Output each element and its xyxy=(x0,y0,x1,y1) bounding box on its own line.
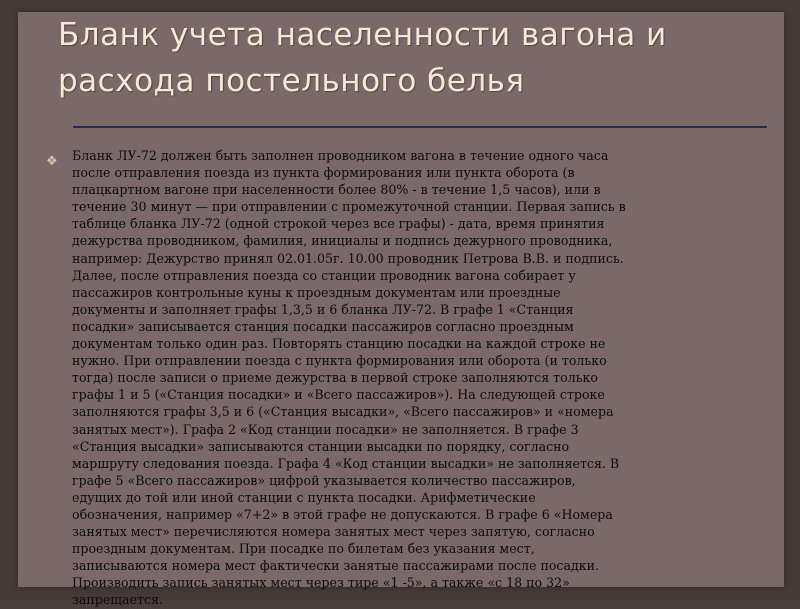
body-text-line: «Станция высадки» записываются станции высадки по порядку, согласно xyxy=(72,438,570,454)
slide-title xyxy=(58,12,778,104)
title-divider xyxy=(73,126,767,128)
body-text-line: документы и заполняет графы 1,3,5 и 6 бланка ЛУ-72. В графе 1 «Станция xyxy=(72,301,574,317)
body-text-line: после отправления поезда из пункта формирования или пункта оборота (в xyxy=(72,165,575,181)
body-text-line: едущих до той или иной станции с пункта посадки. Арифметические xyxy=(72,489,536,505)
slide-title-line-1: Бланк учета населенности вагона и xyxy=(58,17,667,53)
body-text-line: документам только один раз. Повторять станцию посадки на каждой строке не xyxy=(72,336,606,352)
body-text-line: занятых мест» перечисляются номера занятых мест через запятую, согласно xyxy=(72,524,595,540)
body-text-line: обозначения, например «7+2» в этой графе не допускаются. В графе 6 «Номера xyxy=(72,506,613,522)
slide-body-text xyxy=(72,147,772,609)
body-text-line: занятых мест»). Графа 2 «Код станции посадки» не заполняется. В графе 3 xyxy=(72,421,579,437)
body-text-line: течение 30 минут — при отправлении с промежуточной станции. Первая запись в xyxy=(72,199,626,215)
body-text-line: запрещается. xyxy=(72,592,163,608)
body-text-line: Далее, после отправления поезда со станции проводник вагона собирает у xyxy=(72,267,576,283)
body-text-line: например: Дежурство принял 02.01.05г. 10.00 проводник Петрова В.В. и подпись. xyxy=(72,250,624,266)
body-text-line: Производить запись занятых мест через тире «1 -5», а также «с 18 по 32» xyxy=(72,575,570,591)
body-text-line: пассажиров контрольные куны к проездным документам или проездные xyxy=(72,284,561,300)
body-text-line: нужно. При отправлении поезда с пункта формирования или оборота (и только xyxy=(72,353,607,369)
diamond-bullet-icon: ❖ xyxy=(46,154,58,169)
body-text-line: посадки» записывается станция посадки пассажиров согласно проездным xyxy=(72,318,574,334)
body-text-line: Бланк ЛУ-72 должен быть заполнен проводником вагона в течение одного часа xyxy=(72,148,609,163)
body-text-line: графы 1 и 5 («Станция посадки» и «Всего пассажиров»). На следующей строке xyxy=(72,387,605,403)
body-text-line: записываются номера мест фактически занятые пассажирами после посадки. xyxy=(72,558,600,574)
body-text-line: дежурства проводником, фамилия, инициалы и подпись дежурного проводника, xyxy=(72,233,613,249)
body-text-line: тогда) после записи о приеме дежурства в первой строке заполняются только xyxy=(72,370,598,386)
body-text-line: таблице бланка ЛУ-72 (одной строкой через все графы) - дата, время принятия xyxy=(72,216,605,232)
body-text-line: заполняются графы 3,5 и 6 («Станция высадки», «Всего пассажиров» и «номера xyxy=(72,404,614,420)
body-text-line: маршруту следования поезда. Графа 4 «Код станции высадки» не заполняется. В xyxy=(72,455,620,471)
body-text-line: графе 5 «Всего пассажиров» цифрой указывается количество пассажиров, xyxy=(72,472,576,488)
slide-title-line-2: расхода постельного белья xyxy=(58,63,525,99)
slide xyxy=(18,12,784,608)
body-text-line: проездным документам. При посадке по билетам без указания мест, xyxy=(72,541,535,557)
body-text-line: плацкартном вагоне при населенности более 80% - в течение 1,5 часов), или в xyxy=(72,182,601,198)
